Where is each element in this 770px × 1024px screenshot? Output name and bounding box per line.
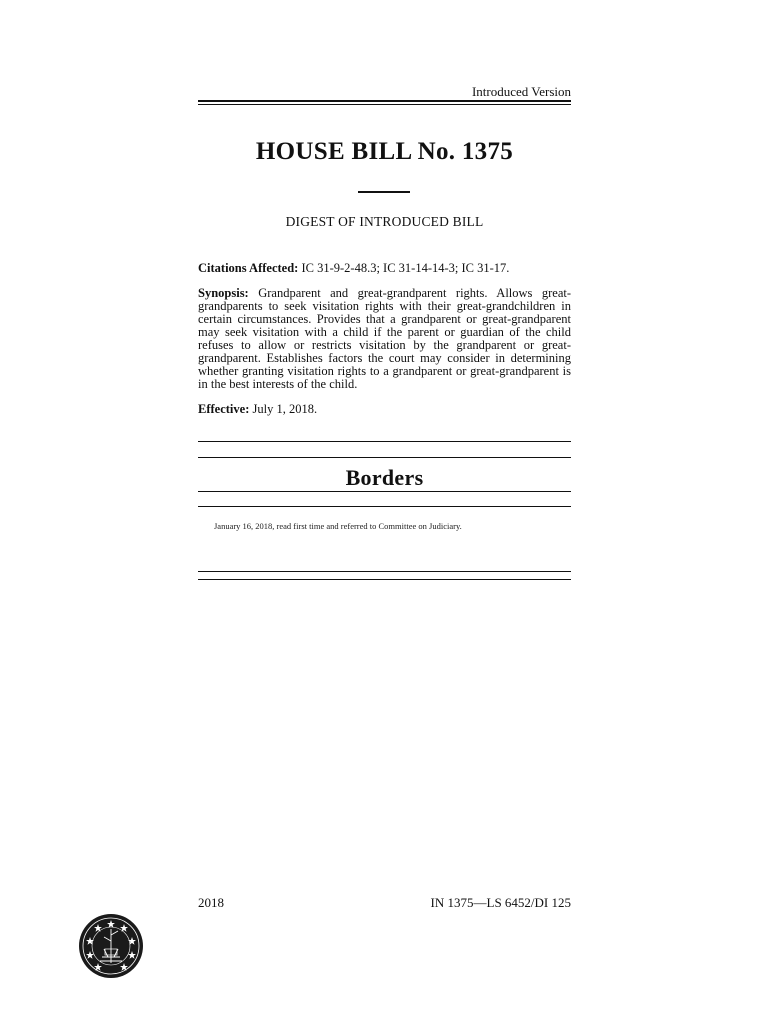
history-rule-2 [198, 579, 571, 580]
author-rule-2 [198, 457, 571, 458]
synopsis-text: Grandparent and great-grandparent rights. Allows great-grandparents to seek visitation rights with their great-grandchildren in certain circumstances. Provides that a grandparent or great-grandparent may seek visitation with a child if the parent or guardian of the child refuses to allow or restricts visitation by the grandparent or great-grandparent. Establishes factors the court may consider in determining whether granting visitation rights to a grandparent or great-grandparent is in the best interests of the child. [198, 286, 572, 391]
synopsis [198, 287, 571, 391]
digest-heading: DIGEST OF INTRODUCED BILL [285, 214, 484, 229]
bill-title: HOUSE BILL No. 1375 [255, 138, 514, 165]
history-rule-1 [198, 571, 571, 572]
indiana-state-seal-icon [78, 913, 144, 979]
header-rule-bottom [198, 104, 571, 105]
bill-page [198, 0, 571, 1024]
author-rule-4 [198, 506, 571, 507]
footer-year: 2018 [198, 895, 224, 910]
effective-text: July 1, 2018. [252, 402, 318, 416]
title-divider [358, 191, 410, 193]
citations-text: IC 31-9-2-48.3; IC 31-14-14-3; IC 31-17. [301, 261, 510, 275]
citations-affected [198, 262, 571, 275]
bill-history: January 16, 2018, read first time and referred to Committee on Judiciary. [214, 521, 462, 531]
author-rule-3 [198, 491, 571, 492]
footer-identifier: IN 1375—LS 6452/DI 125 [430, 895, 571, 910]
effective-date [198, 403, 571, 416]
author-rule-1 [198, 441, 571, 442]
header-rule-top [198, 100, 571, 102]
author-name: Borders [345, 465, 424, 490]
effective-label: Effective: [198, 402, 250, 416]
citations-label: Citations Affected: [198, 261, 299, 275]
synopsis-label: Synopsis: [198, 286, 249, 300]
version-label: Introduced Version [471, 84, 571, 99]
